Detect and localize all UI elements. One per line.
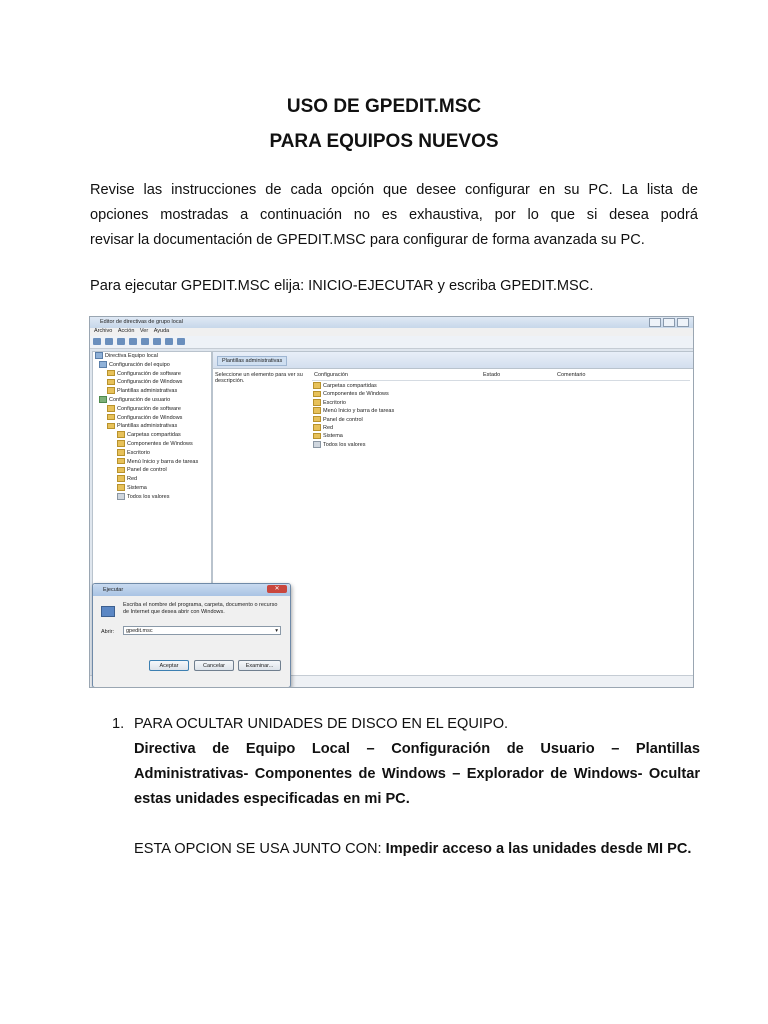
tree-item[interactable] [93, 431, 211, 440]
folder-icon [313, 407, 321, 414]
tree-item[interactable] [93, 475, 211, 484]
folder-icon [107, 387, 115, 394]
policy-path-line-1: Directiva de Equipo Local – Configuración de Usuario – Plantillas [134, 741, 700, 757]
run-instruction [90, 274, 698, 299]
tree-item[interactable] [93, 484, 211, 493]
intro-paragraph [90, 178, 698, 253]
list-item[interactable] [313, 399, 394, 407]
run-icon [101, 606, 115, 617]
filter-icon[interactable] [177, 338, 185, 345]
folder-icon [117, 449, 125, 456]
tree-item-label: Sistema [127, 484, 147, 491]
forward-icon[interactable] [105, 338, 113, 345]
folder-icon [117, 484, 125, 491]
list-item[interactable] [313, 432, 394, 440]
tree-item-label: Configuración de Windows [117, 379, 183, 386]
folder-icon [117, 475, 125, 482]
browse-button[interactable]: Examinar... [238, 660, 281, 671]
properties-icon[interactable] [165, 338, 173, 345]
maximize-icon[interactable] [663, 318, 675, 327]
computer-icon [95, 352, 103, 359]
column-comentario[interactable]: Comentario [557, 372, 586, 378]
list-item-label: Todos los valores [323, 441, 366, 448]
user-icon [99, 396, 107, 403]
folder-icon [107, 414, 115, 421]
intro-line-3: revisar la documentación de GPEDIT.MSC para configurar de forma avanzada su PC. [90, 232, 645, 248]
show-tree-icon[interactable] [129, 338, 137, 345]
folder-icon [117, 440, 125, 447]
tree-item[interactable] [93, 449, 211, 458]
list-item[interactable] [313, 441, 394, 449]
folder-icon [313, 433, 321, 440]
run-instruction-command-2: GPEDIT.MSC [500, 278, 590, 294]
tree-item-label: Menú Inicio y barra de tareas [127, 458, 199, 465]
list-item[interactable] [313, 382, 394, 390]
help-icon[interactable] [153, 338, 161, 345]
folder-icon [313, 382, 321, 389]
run-instruction-command-1: GPEDIT.MSC [180, 278, 271, 294]
tree-item[interactable] [93, 493, 211, 502]
menu-ayuda[interactable]: Ayuda [153, 328, 170, 334]
back-icon[interactable] [93, 338, 101, 345]
tree-item-label: Plantillas administrativas [117, 423, 178, 430]
run-dialog-title: Ejecutar [103, 587, 124, 593]
run-instruction-text-4: . [589, 278, 594, 294]
list-item[interactable] [313, 416, 394, 424]
run-dialog-message: Escriba el nombre del programa, carpeta, documento o recurso de Internet que desea abrir con Windows. [123, 602, 278, 615]
tree-item[interactable] [93, 370, 211, 379]
tree-item[interactable] [93, 378, 211, 387]
document-title-line-1: USO DE GPEDIT.MSC [286, 96, 482, 117]
folder-icon [313, 424, 321, 431]
run-dialog-titlebar [93, 584, 290, 596]
run-instruction-text-3: y escriba [437, 278, 501, 294]
tree-item-label: Configuración de software [117, 405, 181, 412]
tree-item-label: Configuración del equipo [109, 361, 170, 368]
tree-item[interactable] [93, 466, 211, 475]
folder-icon [117, 431, 125, 438]
tree-item-label: Configuración de Windows [117, 414, 183, 421]
tree-item[interactable] [93, 396, 211, 405]
column-configuracion[interactable]: Configuración [314, 372, 348, 378]
close-icon[interactable]: ✕ [267, 585, 287, 593]
document-title-line-2: PARA EQUIPOS NUEVOS [269, 131, 499, 152]
open-label: Abrir: [101, 629, 115, 635]
tree-item-label: Carpetas compartidas [127, 432, 181, 439]
tree-item-label: Panel de control [127, 467, 167, 474]
tree-item[interactable] [93, 387, 211, 396]
run-instruction-text-2: elija: INICIO-EJECUTAR [270, 278, 438, 294]
menu-bar [90, 328, 693, 336]
toolbar [90, 336, 693, 349]
menu-accion[interactable]: Acción [117, 328, 135, 334]
usage-note [134, 837, 700, 862]
open-input[interactable] [123, 626, 281, 635]
cancel-button[interactable]: Cancelar [194, 660, 234, 671]
list-item-label: Componentes de Windows [323, 391, 389, 398]
list-item-heading: PARA OCULTAR UNIDADES DE DISCO EN EL EQUIPO. [134, 716, 509, 732]
policy-path-line-2: Administrativas- Componentes de Windows – Explorador de Windows- Ocultar [134, 766, 700, 782]
list-item-label: Escritorio [323, 399, 346, 406]
settings-icon [313, 441, 321, 448]
menu-ver[interactable]: Ver [139, 328, 149, 334]
list-item-body [134, 712, 700, 862]
up-folder-icon[interactable] [117, 338, 125, 345]
tree-item-label: Componentes de Windows [127, 440, 193, 447]
tree-item[interactable] [93, 405, 211, 414]
tree-item[interactable] [93, 422, 211, 431]
tree-item[interactable] [93, 361, 211, 370]
folder-icon [313, 391, 321, 398]
tree-item-label: Red [127, 476, 138, 483]
intro-line-2: opciones mostradas a continuación no es exhaustiva, por lo que si desea podrá [90, 207, 698, 223]
column-headers [312, 372, 690, 381]
list-item[interactable] [313, 390, 394, 398]
computer-icon [99, 361, 107, 368]
usage-note-policy: Impedir acceso a las unidades desde MI PC. [385, 841, 692, 857]
folder-icon [107, 423, 115, 430]
item-description: Seleccione un elemento para ver su descripción. [215, 372, 303, 384]
close-icon[interactable] [677, 318, 689, 327]
run-instruction-text-1: Para ejecutar [90, 278, 181, 294]
folder-icon [117, 458, 125, 465]
tree-item-label: Escritorio [127, 449, 150, 456]
list-item[interactable] [313, 407, 394, 415]
folder-icon [107, 405, 115, 412]
list-item-label: Red [323, 424, 334, 431]
tree-item-label: Todos los valores [127, 493, 170, 500]
settings-list [313, 382, 394, 449]
folder-icon [313, 399, 321, 406]
list-item-label: Sistema [323, 433, 343, 440]
list-item-label: Carpetas compartidas [323, 383, 377, 389]
usage-note-prefix: ESTA OPCION SE USA JUNTO CON: [134, 841, 386, 857]
folder-icon [107, 370, 115, 377]
export-list-icon[interactable] [141, 338, 149, 345]
list-item[interactable] [313, 424, 394, 432]
window-title: Editor de directivas de grupo local [100, 319, 183, 325]
run-dialog [92, 583, 291, 688]
minimize-icon[interactable] [649, 318, 661, 327]
column-estado[interactable]: Estado [483, 372, 501, 378]
details-header-title: Plantillas administrativas [217, 356, 287, 366]
settings-icon [117, 493, 125, 500]
list-number: 1. [112, 716, 125, 732]
tree-item-label: Configuración de software [117, 370, 181, 377]
tree-item[interactable] [93, 414, 211, 423]
open-input-value: gpedit.msc [126, 628, 153, 634]
list-item-label: Menú Inicio y barra de tareas [323, 408, 395, 415]
accept-button[interactable]: Aceptar [149, 660, 189, 671]
tree-item[interactable] [93, 440, 211, 449]
window-titlebar [90, 317, 693, 328]
chevron-down-icon[interactable]: ▾ [275, 628, 278, 634]
intro-line-1: Revise las instrucciones de cada opción que desee configurar en su PC. La lista de [90, 182, 698, 198]
details-header [213, 352, 693, 369]
policy-path-line-3: estas unidades especificadas en mi PC. [134, 791, 410, 807]
tree-item[interactable] [93, 458, 211, 467]
tree-item-label: Configuración de usuario [109, 396, 171, 403]
list-item-label: Panel de control [323, 416, 363, 423]
tree-item-label: Directiva Equipo local [105, 353, 158, 359]
folder-icon [107, 379, 115, 386]
menu-archivo[interactable]: Archivo [94, 328, 113, 334]
spacer [134, 812, 700, 837]
gpedit-screenshot [89, 316, 694, 688]
folder-icon [117, 467, 125, 474]
tree-item[interactable] [93, 352, 211, 361]
folder-icon [313, 416, 321, 423]
window-controls [649, 318, 689, 327]
tree-item-label: Plantillas administrativas [117, 388, 178, 395]
